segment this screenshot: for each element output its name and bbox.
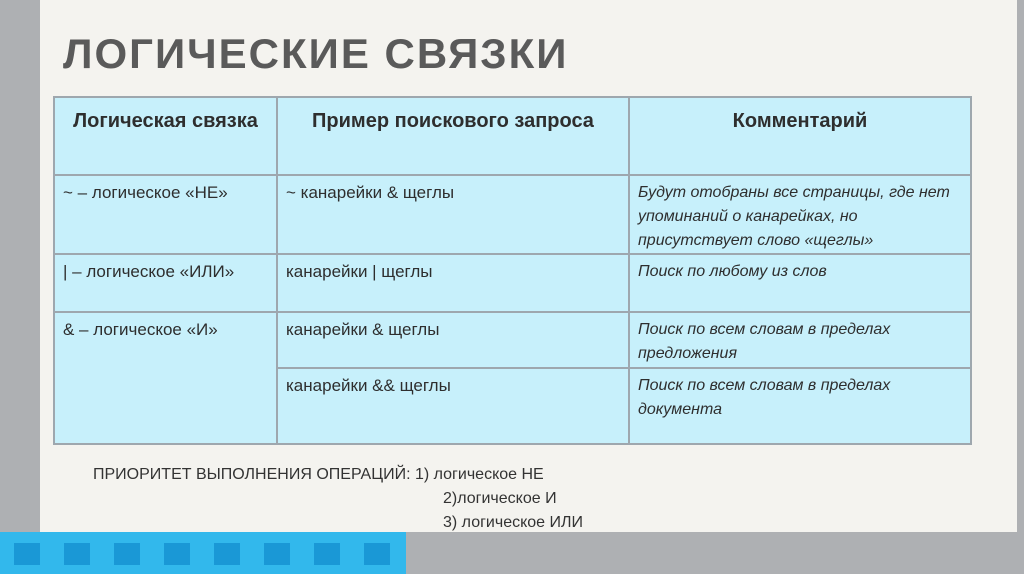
cell-example: канарейки | щеглы [277,254,629,312]
cell-example: канарейки & щеглы [277,312,629,368]
priority-item: 2)логическое И [443,490,557,507]
priority-item: 1) логическое НЕ [414,466,544,483]
decor-square [64,543,90,565]
table-row [54,175,971,254]
table-header-row [54,97,971,175]
decor-square [314,543,340,565]
cell-comment: Будут отобраны все страницы, где нет упоминаний о канарейках, но присутствует слово «щеглы» [629,175,971,254]
priority-block [93,463,583,535]
cell-comment: Поиск по всем словам в пределах документа [629,368,971,444]
cell-comment: Поиск по всем словам в пределах предложения [629,312,971,368]
cell-connective: | – логическое «ИЛИ» [54,254,277,312]
header-example: Пример поискового запроса [277,97,629,175]
header-connective: Логическая связка [54,97,277,175]
decor-square [114,543,140,565]
decor-square [14,543,40,565]
cell-connective: ~ – логическое «НЕ» [54,175,277,254]
left-frame-bar [0,0,40,574]
cell-connective: & – логическое «И» [54,312,277,444]
priority-label: ПРИОРИТЕТ ВЫПОЛНЕНИЯ ОПЕРАЦИЙ: [93,466,411,483]
cell-example: ~ канарейки & щеглы [277,175,629,254]
cell-example: канарейки && щеглы [277,368,629,444]
slide-title: ЛОГИЧЕСКИЕ СВЯЗКИ [63,30,569,77]
priority-item: 3) логическое ИЛИ [443,514,584,531]
decor-square [214,543,240,565]
table-row [54,312,971,368]
decor-square [264,543,290,565]
table-row [54,254,971,312]
cell-comment: Поиск по любому из слов [629,254,971,312]
bottom-accent-strip [0,532,406,574]
decor-square [164,543,190,565]
right-frame-bar [1017,0,1024,574]
header-comment: Комментарий [629,97,971,175]
decor-square [364,543,390,565]
connectives-table [53,96,972,445]
